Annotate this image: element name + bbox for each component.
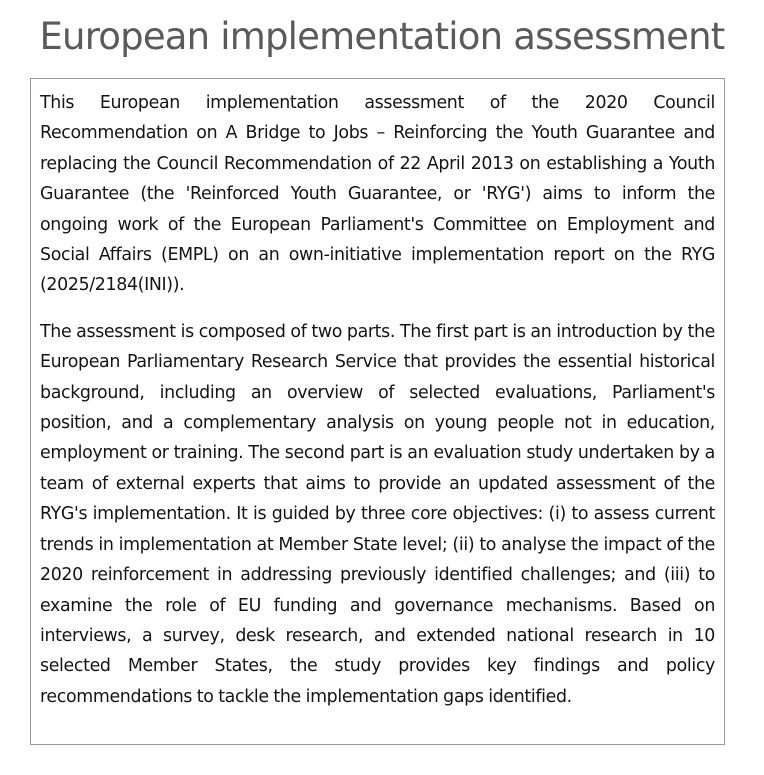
page-title: European implementation assessment — [39, 15, 725, 58]
summary-paragraph-structure: The assessment is composed of two parts. The first part is an introduction by the European Parliamentary Research Service that provides the essential historical background, including an overview of selected evaluations, Parliament's position, and a complementary analysis on young people not in education, employment or training. The second part is an evaluation study undertaken by a team of external experts that aims to provide an updated assessment of the RYG's implementation. It is guided by three core objectives: (i) to assess current trends in implementation at Member State level; (ii) to analyse the impact of the 2020 reinforcement in addressing previously identified challenges; and (iii) to examine the role of EU funding and governance mechanisms. Based on interviews, a survey, desk research, and extended national research in 10 selected Member States, the study provides key findings and policy recommendations to tackle the implementation gaps identified. — [40, 321, 715, 707]
summary-paragraph-intro: This European implementation assessment of the 2020 Council Recommendation on A Bridge to Jobs – Reinforcing the Youth Guarantee and replacing the Council Recommendation of 22 April 2013 on establishing a Youth Guarantee (the 'Reinforced Youth Guarantee, or 'RYG') aims to inform the ongoing work of the European Parliament's Committee on Employment and Social Affairs (EMPL) on an own-initiative implementation report on the RYG (2025/2184(INI)). — [40, 93, 715, 296]
summary-box — [30, 78, 725, 745]
